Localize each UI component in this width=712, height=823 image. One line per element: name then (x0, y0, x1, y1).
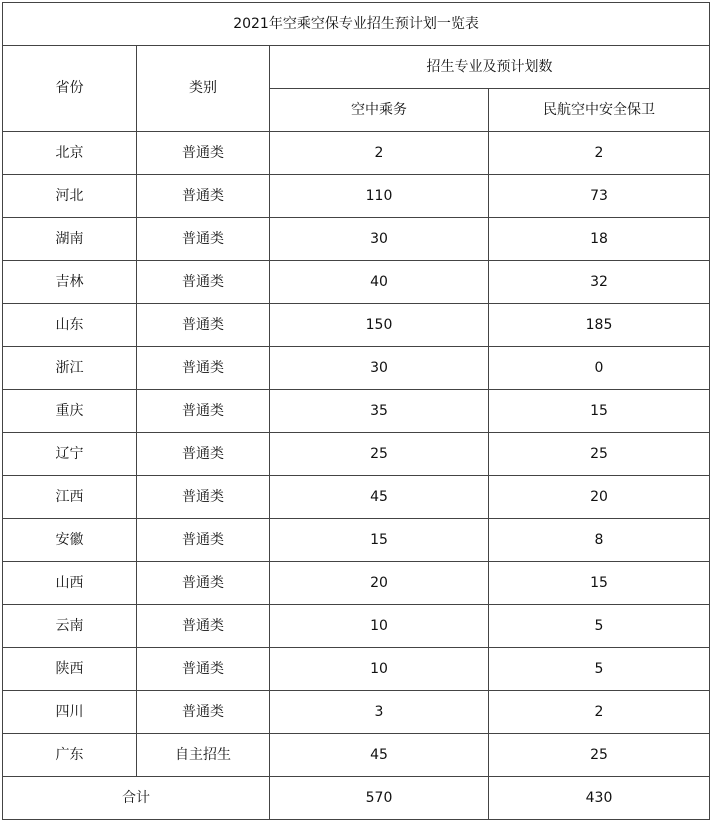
cell-category: 普通类 (137, 347, 270, 390)
cell-major1: 3 (270, 691, 489, 734)
cell-category: 自主招生 (137, 734, 270, 777)
cell-category: 普通类 (137, 132, 270, 175)
cell-province: 广东 (3, 734, 137, 777)
cell-major1: 35 (270, 390, 489, 433)
cell-province: 吉林 (3, 261, 137, 304)
cell-category: 普通类 (137, 648, 270, 691)
cell-major1: 30 (270, 347, 489, 390)
cell-major2: 15 (489, 390, 710, 433)
cell-province: 四川 (3, 691, 137, 734)
table-row (3, 218, 710, 261)
cell-major2: 73 (489, 175, 710, 218)
cell-major2: 2 (489, 691, 710, 734)
cell-province: 安徽 (3, 519, 137, 562)
total-major2: 430 (489, 777, 710, 820)
table-row (3, 476, 710, 519)
cell-major1: 150 (270, 304, 489, 347)
table-title: 2021年空乘空保专业招生预计划一览表 (3, 3, 710, 46)
cell-major1: 20 (270, 562, 489, 605)
cell-province: 河北 (3, 175, 137, 218)
cell-province: 山西 (3, 562, 137, 605)
cell-category: 普通类 (137, 691, 270, 734)
cell-category: 普通类 (137, 433, 270, 476)
cell-province: 江西 (3, 476, 137, 519)
table-row (3, 132, 710, 175)
cell-category: 普通类 (137, 390, 270, 433)
header-group: 招生专业及预计划数 (270, 46, 710, 89)
table-row (3, 562, 710, 605)
table-row (3, 390, 710, 433)
cell-major2: 20 (489, 476, 710, 519)
cell-province: 浙江 (3, 347, 137, 390)
cell-major2: 0 (489, 347, 710, 390)
cell-category: 普通类 (137, 476, 270, 519)
table-row (3, 261, 710, 304)
header-major-flight-attendant: 空中乘务 (270, 89, 489, 132)
cell-major2: 5 (489, 605, 710, 648)
table-row (3, 304, 710, 347)
cell-major1: 2 (270, 132, 489, 175)
table-row (3, 648, 710, 691)
total-row (3, 777, 710, 820)
cell-category: 普通类 (137, 218, 270, 261)
cell-province: 陕西 (3, 648, 137, 691)
cell-category: 普通类 (137, 261, 270, 304)
total-major1: 570 (270, 777, 489, 820)
cell-major1: 30 (270, 218, 489, 261)
cell-major1: 40 (270, 261, 489, 304)
cell-major1: 45 (270, 476, 489, 519)
table-row (3, 519, 710, 562)
cell-category: 普通类 (137, 304, 270, 347)
header-major-air-security: 民航空中安全保卫 (489, 89, 710, 132)
table-row (3, 433, 710, 476)
cell-major2: 5 (489, 648, 710, 691)
table-row (3, 605, 710, 648)
cell-category: 普通类 (137, 175, 270, 218)
cell-major2: 8 (489, 519, 710, 562)
title-row (3, 3, 710, 46)
table-row (3, 734, 710, 777)
cell-major2: 32 (489, 261, 710, 304)
cell-province: 湖南 (3, 218, 137, 261)
total-label: 合计 (3, 777, 270, 820)
cell-category: 普通类 (137, 562, 270, 605)
cell-major2: 25 (489, 433, 710, 476)
header-province: 省份 (3, 46, 137, 132)
cell-major1: 10 (270, 648, 489, 691)
cell-major2: 185 (489, 304, 710, 347)
cell-major1: 25 (270, 433, 489, 476)
cell-major1: 15 (270, 519, 489, 562)
table-row (3, 691, 710, 734)
cell-major1: 45 (270, 734, 489, 777)
header-category: 类别 (137, 46, 270, 132)
cell-province: 重庆 (3, 390, 137, 433)
cell-province: 北京 (3, 132, 137, 175)
cell-major2: 2 (489, 132, 710, 175)
enrollment-plan-table (2, 2, 710, 820)
cell-major2: 25 (489, 734, 710, 777)
cell-major1: 10 (270, 605, 489, 648)
table-row (3, 347, 710, 390)
cell-category: 普通类 (137, 519, 270, 562)
cell-province: 山东 (3, 304, 137, 347)
cell-province: 辽宁 (3, 433, 137, 476)
cell-major1: 110 (270, 175, 489, 218)
table-row (3, 175, 710, 218)
cell-major2: 15 (489, 562, 710, 605)
cell-province: 云南 (3, 605, 137, 648)
header-row (3, 46, 710, 89)
cell-major2: 18 (489, 218, 710, 261)
cell-category: 普通类 (137, 605, 270, 648)
